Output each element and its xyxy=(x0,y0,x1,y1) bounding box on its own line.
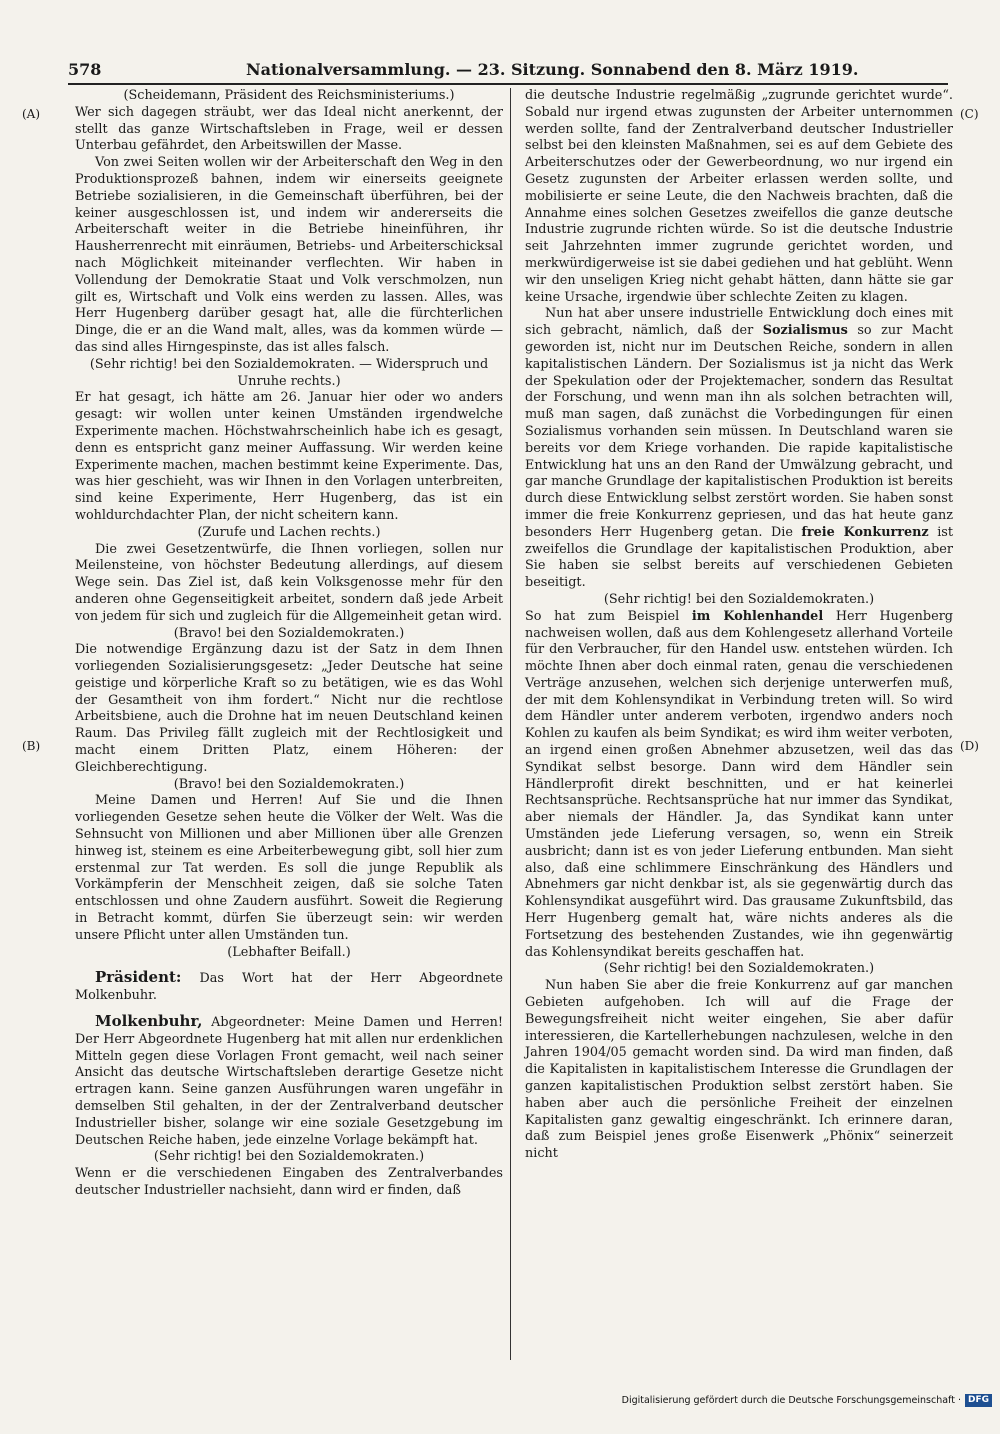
header-rule xyxy=(68,83,948,85)
text-run: Herr Hugenberg nachweisen wollen, daß aus dem Kohlengesetz allerhand Vorteile für den Verbraucher, für den Handel usw. entstehen würden. Ich möchte Ihnen aber doch einmal raten, genau die verschiedenen Verträge anzusehen, welchen sich derjenige unterwerfen muß, der mit dem Kohlensyndikat in Verbindung treten will. So wird dem Händler unter anderem verboten, irgendwo anders noch Kohlen zu kaufen als beim Syndikat; es wird ihm weiter verboten, an irgend einen großen Abnehmer abzusetzen, weil das das Syndikat selbst besorge. Dann wird dem Händler sein Händlerprofit direkt beschnitten, und er hat keinerlei Rechtsansprüche. Rechtsansprüche hat nur immer das Syndikat, aber niemals der Händler. Ja, das Syndikat kann unter Umständen jede Lieferung versagen, so, wenn ein Streik ausbricht; dann ist es von jeder Lieferung entbunden. Man sieht also, daß eine schlimmere Einschränkung des Händlers und Abnehmers gar nicht denkbar ist, als sie gegenwärtig durch das Kohlensyndikat ausgeführt wird. Das grausame Zukunftsbild, das Herr Hugenberg gemalt hat, wäre nichts anderes als die Fortsetzung des bestehenden Zustandes, wie ihn gegenwärtig das Kohlensyndikat bereits geschaffen hat. xyxy=(525,608,953,960)
interjection: (Sehr richtig! bei den Sozialdemokraten.) xyxy=(603,961,875,977)
emphasis: im Kohlenhandel xyxy=(691,608,824,624)
paragraph xyxy=(525,609,953,962)
paragraph: Die zwei Gesetzentwürfe, die Ihnen vorliegen, sollen nur Meilensteine, von höchster Bedeutung allerdings, auf diesem Wege sein. Das Ziel ist, daß kein Volksgenosse mehr für den anderen ohne Gegenseitigkeit arbeitet, sondern daß jede Arbeit von jedem für sich und zugleich für die Allgemeinheit getan wird. xyxy=(75,541,503,624)
dfg-logo: DFG xyxy=(965,1394,992,1407)
paragraph: Wenn er die verschiedenen Eingaben des Zentralverbandes deutscher Industrieller nachsieht, dann wird er finden, daß xyxy=(75,1166,503,1198)
interjection: (Zurufe und Lachen rechts.) xyxy=(197,524,381,540)
text-run: Nun hat aber unsere industrielle Entwicklung doch eines mit sich gebracht, nämlich, daß der xyxy=(525,306,953,339)
paragraph: Von zwei Seiten wollen wir der Arbeiterschaft den Weg in den Produktionsprozeß bahnen, indem wir einerseits geeignete Betriebe sozialisieren, in die Gemeinschaft überführen, bei der keiner ausgeschlossen ist, und indem wir andererseits die Arbeiterschaft weiter in die Betriebe hineinführen, ihr Hausherrenrecht mit einräumen, Betriebs- und Arbeiterschicksal nach Möglichkeit miteinander verflechten. Wir haben in Vollendung der Demokratie Staat und Volk verschmolzen, nun gilt es, Wirtschaft und Volk eins werden zu lassen. Alles, was Herr Hugenberg darüber gesagt hat, alle die fürchterlichen Dinge, die er an die Wand malt, alles, was da kommen würde — das sind alles Hirngespinste, das ist alles falsch. xyxy=(75,155,503,355)
left-column xyxy=(75,88,503,1200)
paragraph xyxy=(525,306,953,592)
paragraph: Wer sich dagegen sträubt, wer das Ideal nicht anerkennt, der stellt das ganze Wirtschaftsleben in Frage, weil er dessen Unterbau gefährdet, den Arbeitswillen der Masse. xyxy=(75,104,503,154)
paragraph: Meine Damen und Herren! Auf Sie und die Ihnen vorliegenden Gesetze sehen heute die Völker der Welt. Was die Sehnsucht von Millionen und aber Millionen über alle Grenzen hinweg ist, steinem es eine Arbeiterbewegung gibt, soll hier zum erstenmal zur Tat werden. Es soll die junge Republik als Vorkämpferin der Menschheit zeigen, daß sie solche Taten entschlossen und ohne Zaudern ausführt. Soweit die Regierung in Betracht kommt, dürfen Sie überzeugt sein: wir werden unsere Pflicht unter allen Umständen tun. xyxy=(75,793,503,943)
speaker-text: Das Wort hat der Herr Abgeordnete Molkenbuhr. xyxy=(75,971,503,1004)
paragraph: die deutsche Industrie regelmäßig „zugrunde gerichtet wurde“. Sobald nur irgend etwas zugunsten der Arbeiter unternommen werden sollte, fand der Zentralverband deutscher Industrieller selbst bei den kleinsten Maßnahmen, sei es auf dem Gebiete des Arbeiterschutzes oder der Gewerbeordnung, wo nur irgend ein Gesetz zugunsten der Arbeiter erlassen werden sollte, und mobilisierte er seine Leute, die den Nachweis brachten, daß die Annahme eines solchen Gesetzes zweifellos die ganze deutsche Industrie zugrunde richten würde. So ist die deutsche Industrie seit Jahrzehnten immer zugrunde gerichtet worden, und merkwürdigerweise ist sie dabei gediehen und hat geblüht. Wenn wir den unseligen Krieg nicht gehabt hätten, dann hätte sie gar keine Ursache, irgendwie über schlechte Zeiten zu klagen. xyxy=(525,88,953,305)
digitization-credit xyxy=(600,1393,992,1409)
running-title: Nationalversammlung. — 23. Sitzung. Sonnabend den 8. März 1919. xyxy=(246,60,859,79)
interjection: (Lebhafter Beifall.) xyxy=(227,944,351,960)
page-number: 578 xyxy=(68,60,102,79)
speaker-name: Präsident: xyxy=(95,968,182,987)
interjection: (Bravo! bei den Sozialdemokraten.) xyxy=(173,776,405,792)
paragraph: Nun haben Sie aber die freie Konkurrenz auf gar manchen Gebieten aufgehoben. Ich will auf die Frage der Bewegungsfreiheit nicht weiter eingehen, Sie aber dafür interessieren, die Kartellerhebungen nachzulesen, welche in den Jahren 1904/05 gemacht worden sind. Da wird man finden, daß die Kapitalisten in kapitalistischem Interesse die Grundlagen der ganzen kapitalistischen Produktion selbst zerstört haben. Sie haben aber auch die persönliche Freiheit der einzelnen Kapitalisten ganz gewaltig eingeschränkt. Ich erinnere daran, daß zum Beispiel jenes große Eisenwerk „Phönix“ seinerzeit nicht xyxy=(525,978,953,1162)
column-divider xyxy=(510,88,511,1360)
paragraph: Die notwendige Ergänzung dazu ist der Satz in dem Ihnen vorliegenden Sozialisierungsgesetz: „Jeder Deutsche hat seine geistige und körperliche Kraft so zu betätigen, wie es das Wohl der Gesamtheit von ihm fordert.“ Nicht nur die rechtlose Arbeitsbiene, auch die Drohne hat im neuen Deutschland keinen Raum. Das Privileg fällt zugleich mit der Rechtlosigkeit und macht einem Dritten Platz, einem Höheren: der Gleichberechtigung. xyxy=(75,642,503,775)
interjection: (Sehr richtig! bei den Sozialdemokraten.) xyxy=(153,1149,425,1165)
margin-mark-d: (D) xyxy=(960,739,979,753)
interjection: (Sehr richtig! bei den Sozialdemokraten. — Widerspruch und Unruhe rechts.) xyxy=(89,356,489,389)
interjection: (Sehr richtig! bei den Sozialdemokraten.) xyxy=(603,591,875,607)
margin-mark-a: (A) xyxy=(22,107,41,121)
right-column xyxy=(525,88,953,1163)
speaker-name: Molkenbuhr, xyxy=(95,1012,203,1031)
text-run: ist zweifellos die Grundlage der kapitalistischen Produktion, aber Sie haben sie selbst bereits auf verschiedenen Gebieten beseitigt. xyxy=(525,524,953,591)
margin-mark-b: (B) xyxy=(22,739,41,753)
margin-mark-c: (C) xyxy=(960,107,979,121)
interjection: (Bravo! bei den Sozialdemokraten.) xyxy=(173,625,405,641)
text-run: So hat zum Beispiel xyxy=(525,608,692,624)
speaker-paragraph xyxy=(75,969,503,1005)
paragraph: Er hat gesagt, ich hätte am 26. Januar hier oder wo anders gesagt: wir wollen unter keinen Umständen irgendwelche Experimente machen. Höchstwahrscheinlich habe ich es gesagt, denn es entspricht ganz meiner Auffassung. Wir werden keine Experimente machen, machen bestimmt keine Experimente. Das, was hier geschieht, was wir Ihnen in den Vorlagen unterbreiten, sind keine Experimente, Herr Hugenberg, das ist ein wohldurchdachter Plan, der nicht scheitern kann. xyxy=(75,390,503,523)
credit-text: Digitalisierung gefördert durch die Deutsche Forschungsgemeinschaft · xyxy=(621,1395,961,1406)
speaker-text: Abgeordneter: Meine Damen und Herren! Der Herr Abgeordnete Hugenberg hat mit allen nur erdenklichen Mitteln gegen diese Vorlagen Front gemacht, weil nach seiner Ansicht das deutsche Wirtschaftsleben derartige Gesetze nicht ertragen kann. Seine ganzen Ausführungen waren ungefähr in demselben Stil gehalten, in der der Zentralverband deutscher Industrieller bisher, solange wir eine soziale Gesetzgebung im Deutschen Reiche haben, jede einzelne Vorlage bekämpft hat. xyxy=(75,1015,503,1148)
emphasis: freie Konkurrenz xyxy=(801,524,929,540)
page-header xyxy=(68,58,948,82)
speaker-note: (Scheidemann, Präsident des Reichsministeriums.) xyxy=(123,88,455,103)
speaker-paragraph xyxy=(75,1013,503,1149)
text-run: so zur Macht geworden ist, nicht nur im Deutschen Reiche, sondern in allen kapitalistischen Ländern. Der Sozialismus ist ja nicht das Werk der Spekulation oder der Projektemacher, sondern das Resultat der Forschung, und wenn man ihn als solchen betrachten will, muß man sagen, daß zunächst die Vorbedingungen für einen Sozialismus vorhanden sein müssen. In Deutschland waren sie bereits vor dem Kriege vorhanden. Die rapide kapitalistische Entwicklung hat uns an den Rand der Umwälzung gebracht, und gar manche Grundlage der kapitalistischen Produktion ist bereits durch diese Entwicklung selbst zerstört worden. Sie haben sonst immer die freie Konkurrenz gepriesen, und das hat heute ganz besonders Herr Hugenberg getan. Die xyxy=(525,323,953,540)
emphasis: Sozialismus xyxy=(762,323,848,339)
